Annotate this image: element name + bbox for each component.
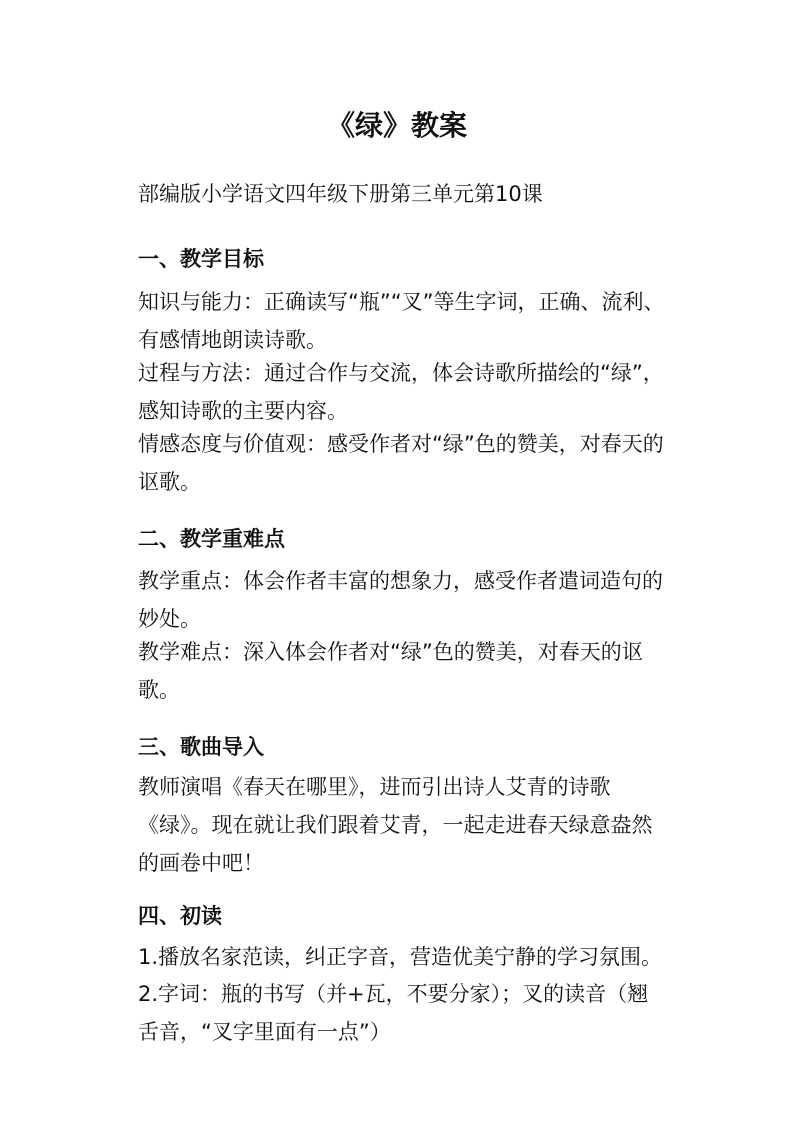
text-line: 《绿》。现在就让我们跟着艾青，一起走进春天绿意盎然 [138,813,653,837]
text-line: 1.播放名家范读，纠正字音，营造优美宁静的学习氛围。 [138,945,663,969]
text-line: 讴歌。 [138,470,201,494]
first-reading-step-2 [138,975,708,1051]
key-point [138,562,708,638]
text-line: 情感态度与价值观：感受作者对“绿”色的赞美，对春天的 [138,432,664,456]
section-heading-first-reading: 四、初读 [138,904,222,928]
text-line: 舌音，“叉字里面有一点”） [138,1020,391,1044]
section-heading-song-intro: 三、歌曲导入 [138,735,264,759]
text-line: 的画卷中吧！ [138,851,264,875]
text-line: 知识与能力：正确读写“瓶”“叉”等生字词，正确、流利、 [138,290,665,314]
text-line: 歌。 [138,678,180,702]
objective-process [138,354,708,430]
document-title: 《绿》教案 [326,109,467,142]
objective-knowledge [138,283,708,359]
section-heading-key-points: 二、教学重难点 [138,527,285,551]
text-line: 妙处。 [138,607,201,631]
text-line: 有感情地朗读诗歌。 [138,328,327,352]
text-line: 感知诗歌的主要内容。 [138,399,348,423]
text-line: 教学难点：深入体会作者对“绿”色的赞美，对春天的讴 [138,640,643,664]
text-line: 教师演唱《春天在哪里》，进而引出诗人艾青的诗歌 [138,775,611,799]
document-subtitle: 部编版小学语文四年级下册第三单元第10课 [138,182,543,206]
text-line: 过程与方法：通过合作与交流，体会诗歌所描绘的“绿”， [138,361,664,385]
song-intro-text [138,768,708,882]
text-line: 2.字词：瓶的书写（并+瓦，不要分家）；叉的读音（翘 [138,982,649,1006]
section-heading-objectives: 一、教学目标 [138,247,264,271]
text-line: 教学重点：体会作者丰富的想象力，感受作者遣词造句的 [138,569,663,593]
difficult-point [138,633,708,709]
objective-emotion [138,425,708,501]
first-reading-step-1 [138,938,708,976]
